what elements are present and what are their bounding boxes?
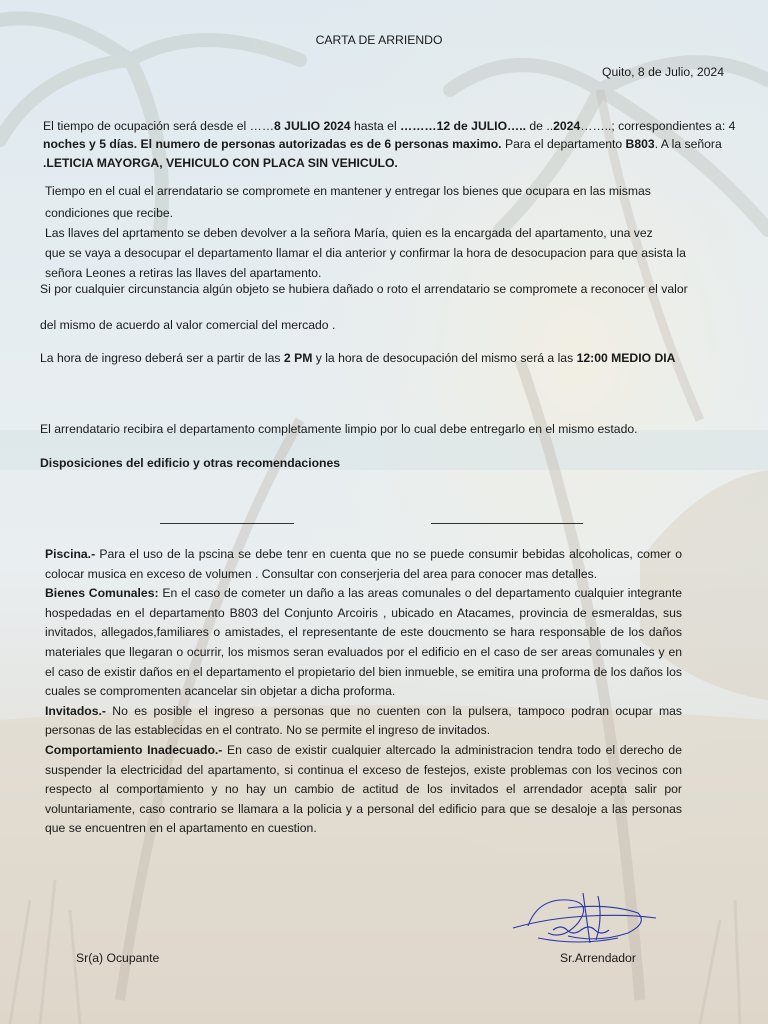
landlord-signature-label: Sr.Arrendador	[560, 951, 636, 965]
signature-line-right	[431, 523, 583, 524]
rule-common-areas: Bienes Comunales: En el caso de cometer un daño a las areas comunales o del departamento cualquier integrante hospedadas en el departamento B803 del Conjunto Arcoiris , ubicado en Atacames, provincia de esmeraldas, sus invitados, allegados,familiares o amistades, el representante de este doucmento se hara responsable de los daños materiales que llegaran o ocurrir, los mismos seran evaluados por el edificio en el caso de ser areas comunales y en el caso de existir daños en el departamento el propietario del bien inmueble, se emitira una proforma de los daños los cuales se compromenten acancelar sin objetar a dicha proforma.	[45, 586, 682, 699]
cleanliness-line: El arrendatario recibira el departamento completamente limpio por lo cual debe entregarlo en el mismo estado.	[40, 422, 638, 436]
commitment-line-1: Tiempo en el cual el arrendatario se compromete en mantener y entregar los bienes que ocupara en las mismas	[45, 184, 651, 198]
occupancy-line-2: noches y 5 días. El numero de personas autorizadas es de 6 personas maximo. Para el departamento B803. A la señora	[43, 137, 722, 151]
rule-pool: Piscina.- Para el uso de la pscina se debe tenr en cuenta que no se puede consumir bebidas alcoholicas, comer o colocar musica en exceso de volumen . Consultar con conserjeria del area para conocer mas detalles.	[45, 547, 682, 581]
damage-line-2: del mismo de acuerdo al valor comercial del mercado .	[40, 318, 336, 332]
landlord-signature	[508, 888, 658, 948]
rules-block	[45, 545, 682, 839]
commitment-line-5: señora Leones a retiras las llaves del apartamento.	[45, 266, 322, 280]
dispositions-heading: Disposiciones del edificio y otras recomendaciones	[40, 456, 341, 470]
commitment-line-2: condiciones que recibe.	[45, 206, 174, 220]
signature-line-left	[160, 523, 294, 524]
rule-guests: Invitados.- No es posible el ingreso a personas que no cuenten con la pulsera, tampoco podran ocupar mas personas de las establecidas en el contrato. No se permite el ingreso de invitados.	[45, 703, 682, 738]
schedule-line: La hora de ingreso deberá ser a partir de las 2 PM y la hora de desocupación del mismo será a las 12:00 MEDIO DIA	[40, 351, 676, 365]
occupant-signature-label: Sr(a) Ocupante	[76, 951, 160, 965]
damage-line-1: Si por cualquier circunstancia algún objeto se hubiera dañado o roto el arrendatario se compromete a reconocer el valor	[40, 282, 688, 296]
occupancy-line-1: El tiempo de ocupación será desde el ……8 JULIO 2024 hasta el ………12 de JULIO….. de ..2024……..; correspondientes a: 4	[43, 119, 736, 133]
document-title: CARTA DE ARRIENDO	[315, 33, 443, 47]
rule-behavior: Comportamiento Inadecuado.- En caso de existir cualquier altercado la administracion tendra todo el derecho de suspender la electricidad del apartamento, si continua el exceso de festejos, existe problemas con los vecinos con respecto al comportamiento y no hay un cambio de actitud de los invitados el arrendador acepta salir por voluntariamente, caso contrario se llamara a la policia y a personal del edificio para que se desaloje a las personas que se encuentren en el apartamento en cuestion.	[45, 742, 682, 836]
date-place: Quito, 8 de Julio, 2024	[602, 65, 724, 79]
commitment-line-3: Las llaves del aprtamento se deben devolver a la señora María, quien es la encargada del apartamento, una vez	[45, 226, 653, 240]
commitment-line-4: que se vaya a desocupar el departamento llamar el dia anterior y confirmar la hora de desocupacion para que asista la	[45, 246, 686, 260]
occupancy-line-3: .LETICIA MAYORGA, VEHICULO CON PLACA SIN VEHICULO.	[43, 156, 398, 170]
